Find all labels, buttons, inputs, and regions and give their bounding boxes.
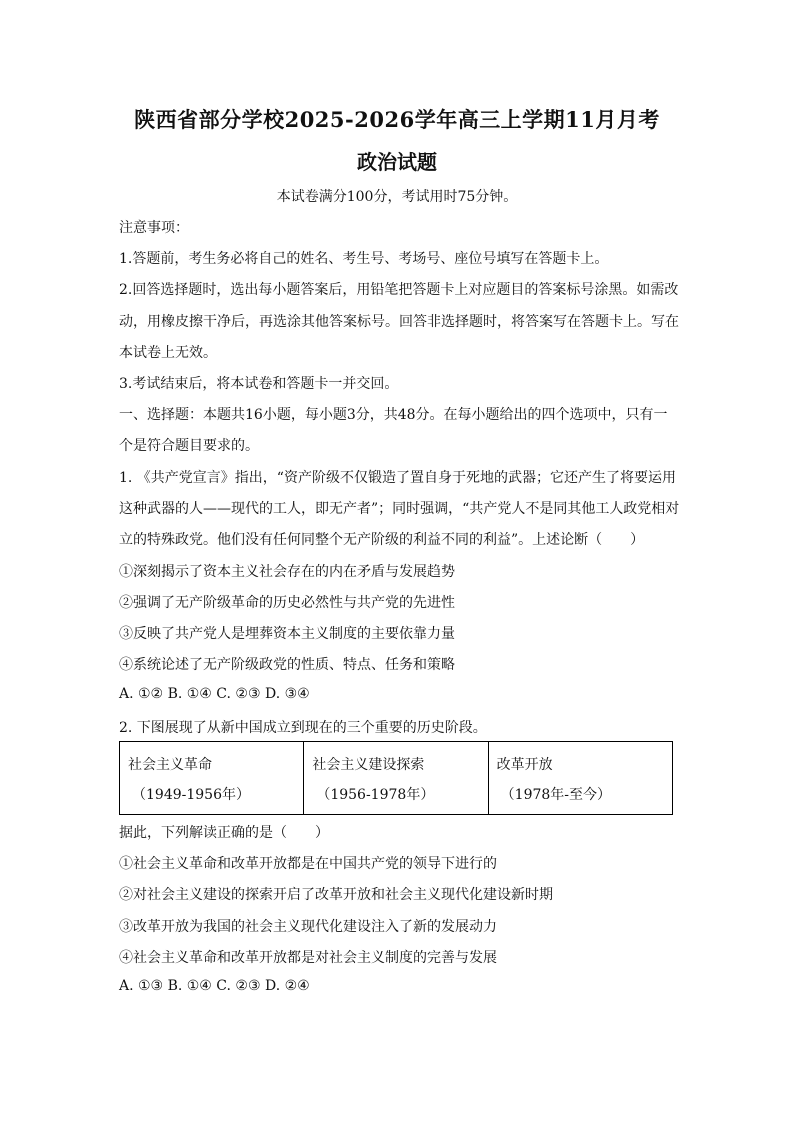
question-1-option-2: ②强调了无产阶级革命的历史必然性与共产党的先进性 bbox=[119, 595, 455, 611]
stage-name: 社会主义建设探索 bbox=[312, 757, 425, 773]
question-2-stem: 2. 下图展现了从新中国成立到现在的三个重要的历史阶段。 bbox=[119, 720, 487, 736]
question-2-answers: A. ①③ B. ①④ C. ②③ D. ②④ bbox=[119, 978, 310, 994]
section-heading-line-1: 一、选择题：本题共16小题，每小题3分，共48分。在每小题给出的四个选项中，只有一 bbox=[119, 407, 668, 423]
exam-title: 陕西省部分学校2025-2026学年高三上学期11月月考 bbox=[134, 107, 660, 132]
exam-info: 本试卷满分100分，考试用时75分钟。 bbox=[276, 189, 518, 205]
exam-subtitle: 政治试题 bbox=[357, 150, 437, 174]
note-item-3: 3.考试结束后，将本试卷和答题卡一并交回。 bbox=[119, 376, 399, 392]
question-2-option-2: ②对社会主义建设的探索开启了改革开放和社会主义现代化建设新时期 bbox=[119, 887, 553, 903]
question-2-prompt: 据此，下列解读正确的是（ ） bbox=[119, 825, 329, 841]
note-item-2-line-1: 2.回答选择题时，选出每小题答案后，用铅笔把答题卡上对应题目的答案标号涂黑。如需改 bbox=[119, 282, 679, 298]
question-1-option-4: ④系统论述了无产阶级政党的性质、特点、任务和策略 bbox=[119, 657, 455, 673]
note-item-2-line-2: 动，用橡皮擦干净后，再选涂其他答案标号。回答非选择题时，将答案写在答题卡上。写在 bbox=[119, 314, 679, 330]
stage-name: 社会主义革命 bbox=[128, 757, 212, 773]
history-stages-table bbox=[119, 741, 673, 815]
notes-heading: 注意事项： bbox=[119, 220, 189, 236]
question-2-option-3: ③改革开放为我国的社会主义现代化建设注入了新的发展动力 bbox=[119, 919, 497, 935]
question-1-option-3: ③反映了共产党人是埋葬资本主义制度的主要依靠力量 bbox=[119, 626, 455, 642]
section-heading-line-2: 个是符合题目要求的。 bbox=[119, 438, 259, 454]
question-2-option-1: ①社会主义革命和改革开放都是在中国共产党的领导下进行的 bbox=[119, 856, 497, 872]
stage-years: （1949-1956年） bbox=[132, 787, 250, 803]
question-1-option-1: ①深刻揭示了资本主义社会存在的内在矛盾与发展趋势 bbox=[119, 564, 455, 580]
question-1-line-3: 立的特殊政党。他们没有任何同整个无产阶级的利益不同的利益”。上述论断（ ） bbox=[119, 532, 645, 548]
stage-cell-reform-opening bbox=[488, 742, 672, 815]
note-item-1: 1.答题前，考生务必将自己的姓名、考生号、考场号、座位号填写在答题卡上。 bbox=[119, 251, 609, 267]
question-1-line-1: 1. 《共产党宣言》指出，“资产阶级不仅锻造了置自身于死地的武器；它还产生了将要运用 bbox=[119, 470, 676, 486]
stage-cell-construction-exploration bbox=[304, 742, 488, 815]
stage-years: （1956-1978年） bbox=[316, 787, 435, 803]
question-1-answers: A. ①② B. ①④ C. ②③ D. ③④ bbox=[119, 686, 310, 702]
stage-name: 改革开放 bbox=[496, 757, 553, 773]
question-2-option-4: ④社会主义革命和改革开放都是对社会主义制度的完善与发展 bbox=[119, 950, 497, 966]
stage-cell-socialist-revolution bbox=[120, 742, 304, 815]
note-item-2-line-3: 本试卷上无效。 bbox=[119, 345, 217, 361]
question-1-line-2: 这种武器的人——现代的工人，即无产者”；同时强调，“共产党人不是同其他工人政党相对 bbox=[119, 501, 680, 517]
stage-years: （1978年-至今） bbox=[500, 787, 612, 803]
